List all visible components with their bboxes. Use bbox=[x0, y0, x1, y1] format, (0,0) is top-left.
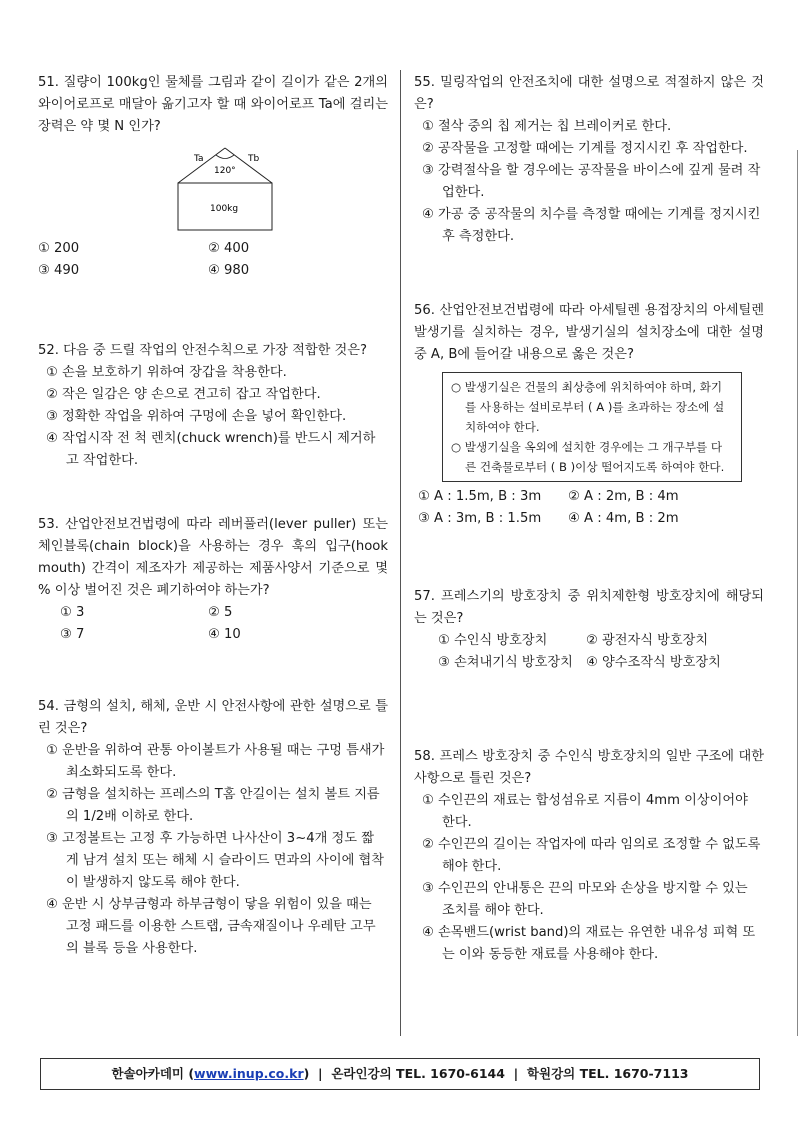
option[interactable]: ② 작은 일감은 양 손으로 견고히 잡고 작업한다. bbox=[46, 387, 321, 402]
option[interactable]: ① 절삭 중의 칩 제거는 칩 브레이커로 한다. bbox=[422, 119, 672, 134]
option[interactable]: ④ 양수조작식 방호장치 bbox=[586, 655, 721, 670]
question-51-options bbox=[38, 238, 388, 282]
option[interactable]: ② 수인끈의 길이는 작업자에 따라 임의로 조정할 수 없도록 해야 한다. bbox=[422, 837, 761, 874]
option[interactable]: ② 금형을 설치하는 프레스의 T홈 안길이는 설치 볼트 지름의 1/2배 이하로 한다. bbox=[46, 787, 380, 824]
column-divider bbox=[400, 70, 401, 1036]
footer-website-link[interactable]: www.inup.co.kr bbox=[194, 1066, 304, 1081]
question-53-options bbox=[60, 602, 388, 646]
question-55 bbox=[414, 72, 764, 248]
option[interactable]: ① 운반을 위하여 관통 아이볼트가 사용될 때는 구멍 틈새가 최소화되도록 한다. bbox=[46, 743, 385, 780]
option[interactable]: ④ A : 4m, B : 2m bbox=[568, 511, 679, 526]
question-54-stem: 54. 금형의 설치, 해체, 운반 시 안전사항에 관한 설명으로 틀린 것은? bbox=[38, 699, 388, 736]
option[interactable]: ① A : 1.5m, B : 3m bbox=[418, 489, 542, 504]
option[interactable]: ② 공작물을 고정할 때에는 기계를 정지시킨 후 작업한다. bbox=[422, 141, 748, 156]
label-ta: Ta bbox=[194, 154, 204, 164]
question-53-stem: 53. 산업안전보건법령에 따라 레버풀러(lever puller) 또는 체인블록(chain block)을 사용하는 경우 훅의 입구(hook mouth) 간격이 제조자가 제공하는 제품사양서 기준으로 몇 % 이상 벌어진 것은 폐기하여야 하는가? bbox=[38, 517, 388, 598]
angle-arc bbox=[216, 155, 234, 159]
option[interactable]: ④ 10 bbox=[208, 627, 241, 642]
page-edge-line bbox=[797, 150, 798, 1036]
label-mass: 100kg bbox=[210, 204, 239, 214]
option[interactable]: ③ 고정볼트는 고정 후 가능하면 나사산이 3~4개 정도 짧게 남겨 설치 또는 해체 시 슬라이드 면과의 사이에 협착이 발생하지 않도록 해야 한다. bbox=[46, 831, 384, 890]
label-tb: Tb bbox=[248, 154, 260, 164]
question-55-stem: 55. 밀링작업의 안전조치에 대한 설명으로 적절하지 않은 것은? bbox=[414, 75, 764, 112]
question-54 bbox=[38, 696, 388, 960]
question-52 bbox=[38, 340, 388, 472]
condition-b: ○ 발생기실을 옥외에 설치한 경우에는 그 개구부를 다른 건축물로부터 ( B )이상 떨어지도록 하여야 한다. bbox=[451, 440, 725, 474]
condition-a: ○ 발생기실은 건물의 최상층에 위치하여야 하며, 화기를 사용하는 설비로부터 ( A )를 초과하는 장소에 설치하여야 한다. bbox=[451, 380, 725, 434]
question-57-stem: 57. 프레스기의 방호장치 중 위치제한형 방호장치에 해당되는 것은? bbox=[414, 589, 764, 626]
question-51-figure bbox=[38, 138, 388, 238]
option[interactable]: ② 5 bbox=[208, 605, 233, 620]
footer-bar bbox=[40, 1058, 760, 1090]
question-52-stem: 52. 다음 중 드릴 작업의 안전수칙으로 가장 적합한 것은? bbox=[38, 343, 368, 358]
left-column bbox=[38, 72, 388, 960]
question-56 bbox=[414, 300, 764, 530]
option[interactable]: ① 손을 보호하기 위하여 장갑을 착용한다. bbox=[46, 365, 287, 380]
question-56-condition-box bbox=[442, 372, 742, 482]
right-column bbox=[414, 72, 764, 966]
question-56-options bbox=[418, 486, 764, 530]
footer-prefix: 한솔아카데미 ( bbox=[111, 1066, 195, 1081]
option[interactable]: ② A : 2m, B : 4m bbox=[568, 489, 679, 504]
option[interactable]: ④ 작업시작 전 척 렌치(chuck wrench)를 반드시 제거하고 작업한다. bbox=[46, 431, 376, 468]
question-51-stem: 51. 질량이 100kg인 물체를 그림과 같이 길이가 같은 2개의 와이어로프로 매달아 옮기고자 할 때 와이어로프 Ta에 걸리는 장력은 약 몇 N 인가? bbox=[38, 75, 388, 134]
option[interactable]: ③ 정확한 작업을 위하여 구멍에 손을 넣어 확인한다. bbox=[46, 409, 347, 424]
question-56-stem: 56. 산업안전보건법령에 따라 아세틸렌 용접장치의 아세틸렌 발생기를 실치하는 경우, 발생기실의 설치장소에 대한 설명 중 A, B에 들어갈 내용으로 옳은 것은? bbox=[414, 303, 764, 362]
question-58 bbox=[414, 746, 764, 966]
option[interactable]: ① 3 bbox=[60, 605, 85, 620]
option[interactable]: ① 수인식 방호장치 bbox=[438, 633, 548, 648]
option[interactable]: ③ 490 bbox=[38, 263, 80, 278]
option[interactable]: ③ A : 3m, B : 1.5m bbox=[418, 511, 542, 526]
option[interactable]: ② 400 bbox=[208, 241, 250, 256]
option[interactable]: ③ 수인끈의 안내통은 끈의 마모와 손상을 방지할 수 있는 조치를 해야 한다. bbox=[422, 881, 748, 918]
option[interactable]: ① 200 bbox=[38, 241, 80, 256]
option[interactable]: ③ 7 bbox=[60, 627, 85, 642]
question-57 bbox=[414, 586, 764, 674]
question-51 bbox=[38, 72, 388, 282]
option[interactable]: ③ 손쳐내기식 방호장치 bbox=[438, 655, 573, 670]
footer-contact: ) | 온라인강의 TEL. 1670-6144 | 학원강의 TEL. 1670-7113 bbox=[303, 1066, 689, 1081]
option[interactable]: ④ 가공 중 공작물의 치수를 측정할 때에는 기계를 정지시킨 후 측정한다. bbox=[422, 207, 761, 244]
question-58-stem: 58. 프레스 방호장치 중 수인식 방호장치의 일반 구조에 대한 사항으로 틀린 것은? bbox=[414, 749, 764, 786]
option[interactable]: ② 광전자식 방호장치 bbox=[586, 633, 709, 648]
option[interactable]: ① 수인끈의 재료는 합성섬유로 지름이 4mm 이상이어야 한다. bbox=[422, 793, 748, 830]
option[interactable]: ④ 980 bbox=[208, 263, 250, 278]
question-57-options bbox=[438, 630, 764, 674]
option[interactable]: ④ 운반 시 상부금형과 하부금형이 닿을 위험이 있을 때는 고정 패드를 이용한 스트랩, 금속재질이나 우레탄 고무의 블록 등을 사용한다. bbox=[46, 897, 376, 956]
question-53 bbox=[38, 514, 388, 646]
option[interactable]: ③ 강력절삭을 할 경우에는 공작물을 바이스에 깊게 물려 작업한다. bbox=[422, 163, 761, 200]
option[interactable]: ④ 손목밴드(wrist band)의 재료는 유연한 내유성 피혁 또는 이와 동등한 재료를 사용해야 한다. bbox=[422, 925, 756, 962]
label-angle: 120° bbox=[214, 166, 236, 176]
